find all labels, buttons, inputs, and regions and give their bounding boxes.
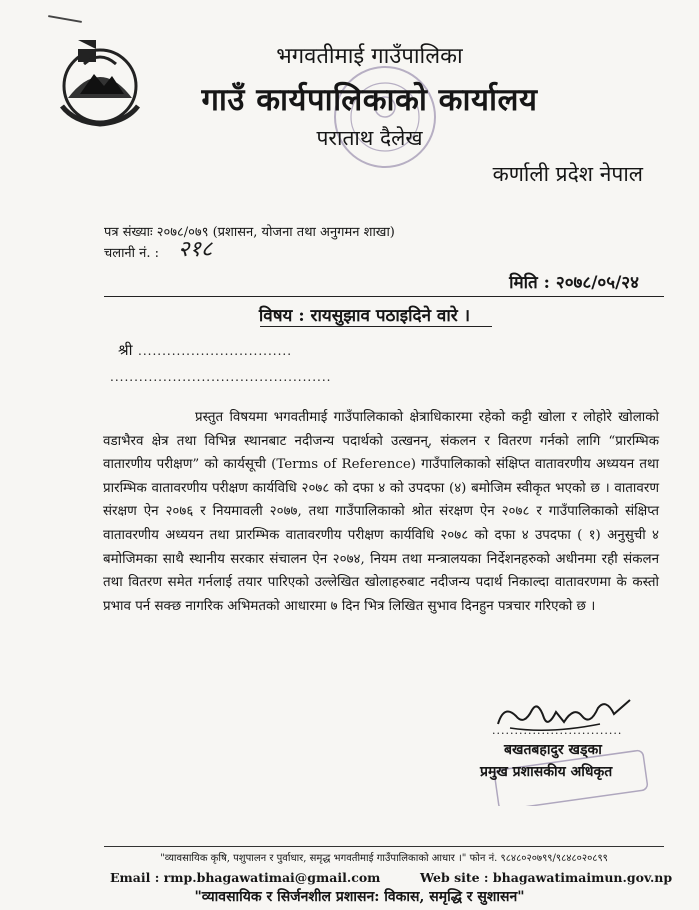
subject-underline	[260, 326, 492, 327]
handwritten-signature	[490, 686, 640, 746]
office-name: गाउँ कार्यपालिकाको कार्यालय	[201, 82, 538, 118]
stray-mark	[48, 15, 82, 23]
signer-title: प्रमुख प्रशासकीय अधिकृत	[480, 764, 613, 780]
signature-line: .............................	[492, 724, 623, 737]
recipient-blank: ................................	[138, 344, 293, 358]
office-location: पराताथ दैलेख	[316, 126, 423, 150]
reference-number: पत्र संख्याः २०७८/०७९ (प्रशासन, योजना तथा अनुगमन शाखा)	[104, 225, 395, 240]
recipient-prefix: श्री	[118, 341, 133, 359]
province-name: कर्णाली प्रदेश नेपाल	[492, 162, 643, 186]
municipality-name: भगवतीमाई गाउँपालिका	[276, 44, 463, 69]
footer-motto: "व्यावसायिक र सिर्जनशील प्रशासन: विकास, समृद्धि र सुशासन"	[194, 889, 525, 905]
letter-body: प्रस्तुत विषयमा भगवतीमाई गाउँपालिकाको क्षेत्राधिकारमा रहेको कट्टी खोला र लोहोरे खोलाको वडाभैरव क्षेत्र तथा विभिन्न स्थानबाट नदीजन्य पदार्थको उत्खनन्, संकलन र वितरण गर्नको लागि “प्रारम्भिक वातारणीय परीक्षण” को कार्यसूची (Terms of Reference) गाउँपालिकाको संक्षिप्त वातावरणीय अध्ययन तथा प्रारम्भिक वातावरणीय परीक्षण कार्यविधि २०७८ को दफा ४ को उपदफा (४) बमोजिम स्वीकृत भएको छ । वातावरण संरक्षण ऐन २०७६ र नियमावली २०७७, तथा गाउँपालिकाको श्रोत संरक्षण ऐन २०७८ र गाउँपालिकाको संक्षिप्त वातावरणीय अध्ययन तथा प्रारम्भिक वातावरणीय परीक्षण कार्यविधि २०७८ को दफा ४ उपदफा ( १) अनुसुची ४ बमोजिमका साथै स्थानीय सरकार संचालन ऐन २०७४, नियम तथा मन्त्रालयका निर्देशनहरुको अधीनमा रही संकलन तथा वितरण समेत गर्नलाई तयार पारिएको उल्लेखित खोलाहरुबाट नदीजन्य पदार्थ निकाल्दा वातावरणमा के कस्तो प्रभाव पर्न सक्छ नागरिक अभिमतको आधारमा ७ दिन भित्र लिखित सुभाव दिनहुन पत्रचार गरिएको छ ।	[103, 410, 659, 614]
letter-date: मिति : २०७८/०५/२४	[509, 273, 639, 293]
footer-slogan: "व्यावसायिक कृषि, पशुपालन र पुर्वाधार, समृद्ध भगवतीमाई गाउँपालिकाको आधार ।" फोन नं. ९८४८०२०७९९/९८४८०२०८९९	[160, 853, 608, 864]
chalani-label: चलानी नं. :	[104, 246, 160, 261]
footer-website: Web site : bhagawatimaimun.gov.np	[420, 870, 673, 885]
address-blank: ..............................................	[110, 370, 332, 384]
header-divider	[104, 296, 664, 297]
footer-email: Email : rmp.bhagawatimai@gmail.com	[110, 870, 381, 885]
chalani-number: २१८	[178, 237, 213, 262]
signer-name: बखतबहादुर खड्का	[504, 742, 602, 758]
footer-divider	[104, 846, 664, 847]
letter-subject: विषय : रायसुझाव पठाइदिने वारे ।	[258, 306, 471, 326]
